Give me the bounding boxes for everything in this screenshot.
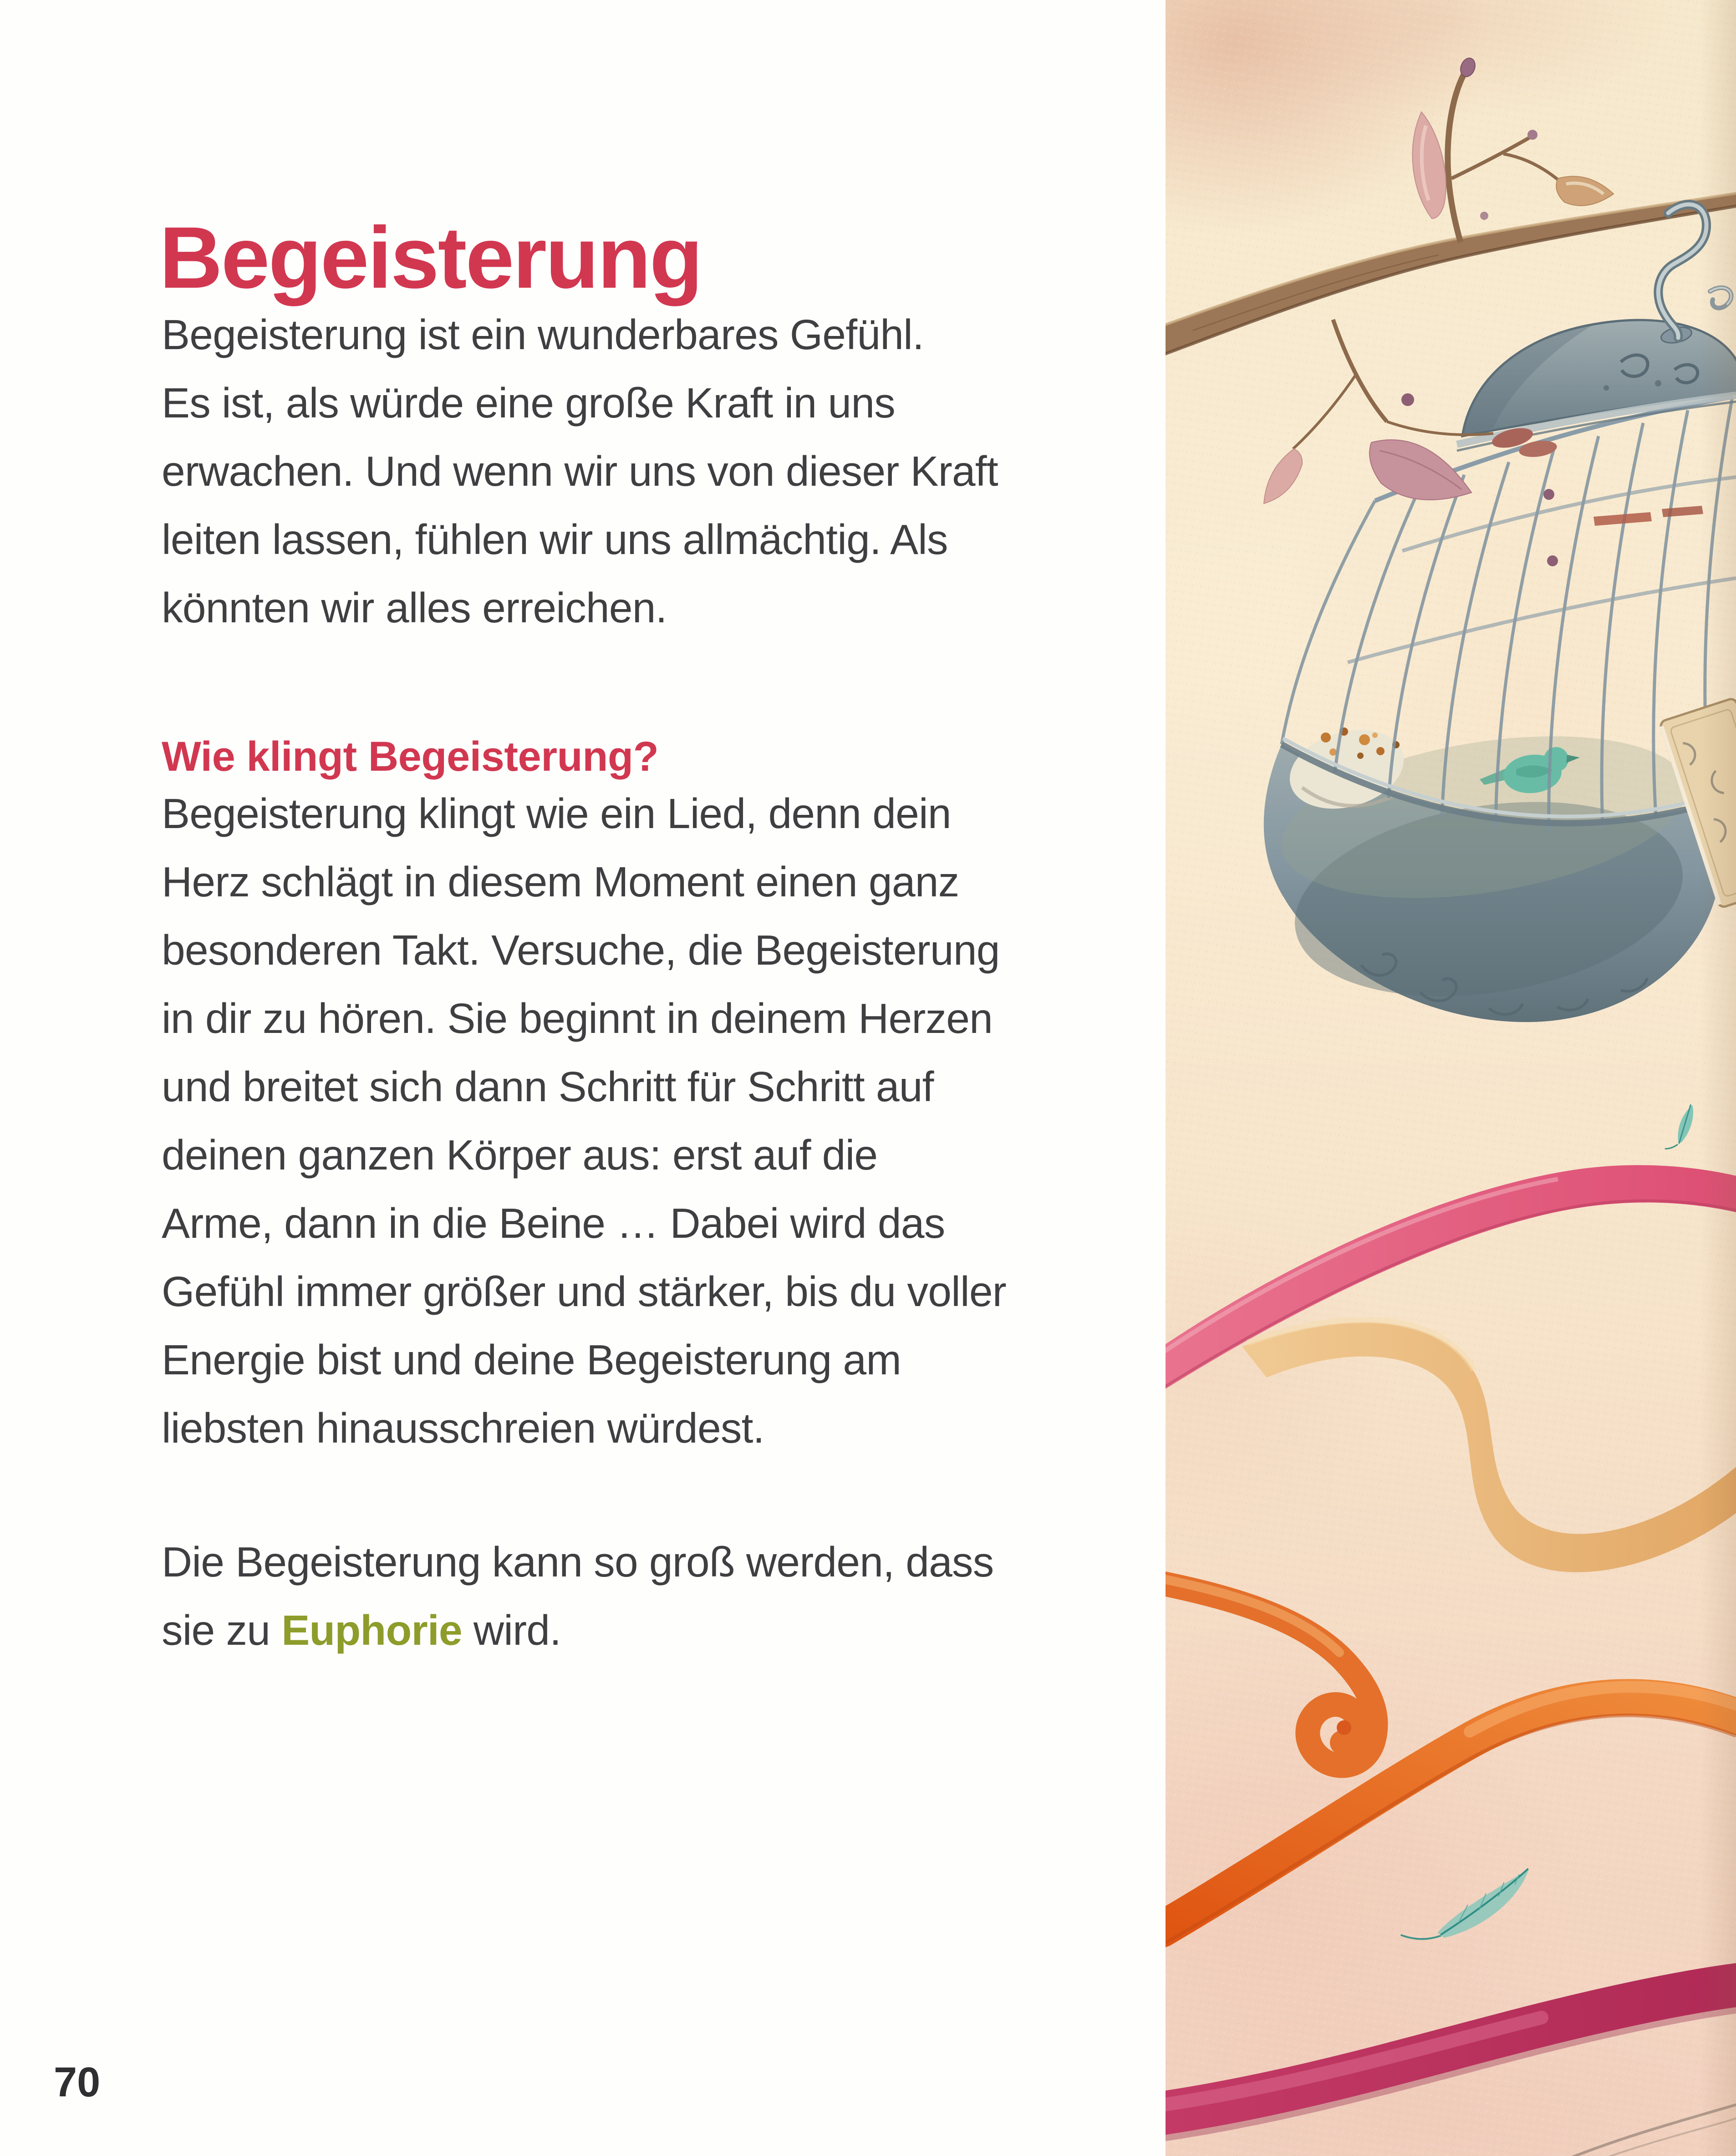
text-line: liebsten hinausschreien würdest. <box>162 1404 764 1452</box>
text-line: in dir zu hören. Sie beginnt in deinem Herzen <box>162 995 993 1042</box>
paragraph-intro <box>162 300 998 642</box>
text-line: Es ist, als würde eine große Kraft in uns <box>162 379 895 427</box>
page-title: Begeisterung <box>159 208 702 306</box>
text-line: Arme, dann in die Beine … Dabei wird das <box>162 1200 945 1247</box>
text-line: Die Begeisterung kann so groß werden, dass <box>162 1538 994 1586</box>
section-subheading: Wie klingt Begeisterung? <box>162 733 659 780</box>
text-line: Energie bist und deine Begeisterung am <box>162 1336 901 1383</box>
text-line: Begeisterung klingt wie ein Lied, denn dein <box>162 790 951 837</box>
text-line: und breitet sich dann Schritt für Schritt auf <box>162 1063 934 1110</box>
text-run: wird. <box>462 1607 561 1654</box>
text-line: Herz schlägt in diesem Moment einen ganz <box>162 858 959 905</box>
text-line: erwachen. Und wenn wir uns von dieser Kraft <box>162 447 998 495</box>
watercolor-illustration <box>1166 0 1736 2156</box>
highlight-euphorie: Euphorie <box>281 1607 462 1654</box>
paragraph-body <box>162 779 1006 1462</box>
text-line: leiten lassen, fühlen wir uns allmächtig. Als <box>162 516 948 563</box>
text-line: deinen ganzen Körper aus: erst auf die <box>162 1131 878 1179</box>
paragraph-closing <box>162 1528 993 1664</box>
illustration-panel <box>1166 0 1736 2156</box>
text-line: Gefühl immer größer und stärker, bis du voller <box>162 1268 1006 1315</box>
text-line: könnten wir alles erreichen. <box>162 584 667 631</box>
text-line <box>162 1596 993 1664</box>
page-number: 70 <box>54 2059 101 2105</box>
text-line: Begeisterung ist ein wunderbares Gefühl. <box>162 311 924 358</box>
text-run: sie zu <box>162 1607 282 1654</box>
text-line: besonderen Takt. Versuche, die Begeisterung <box>162 926 1000 974</box>
